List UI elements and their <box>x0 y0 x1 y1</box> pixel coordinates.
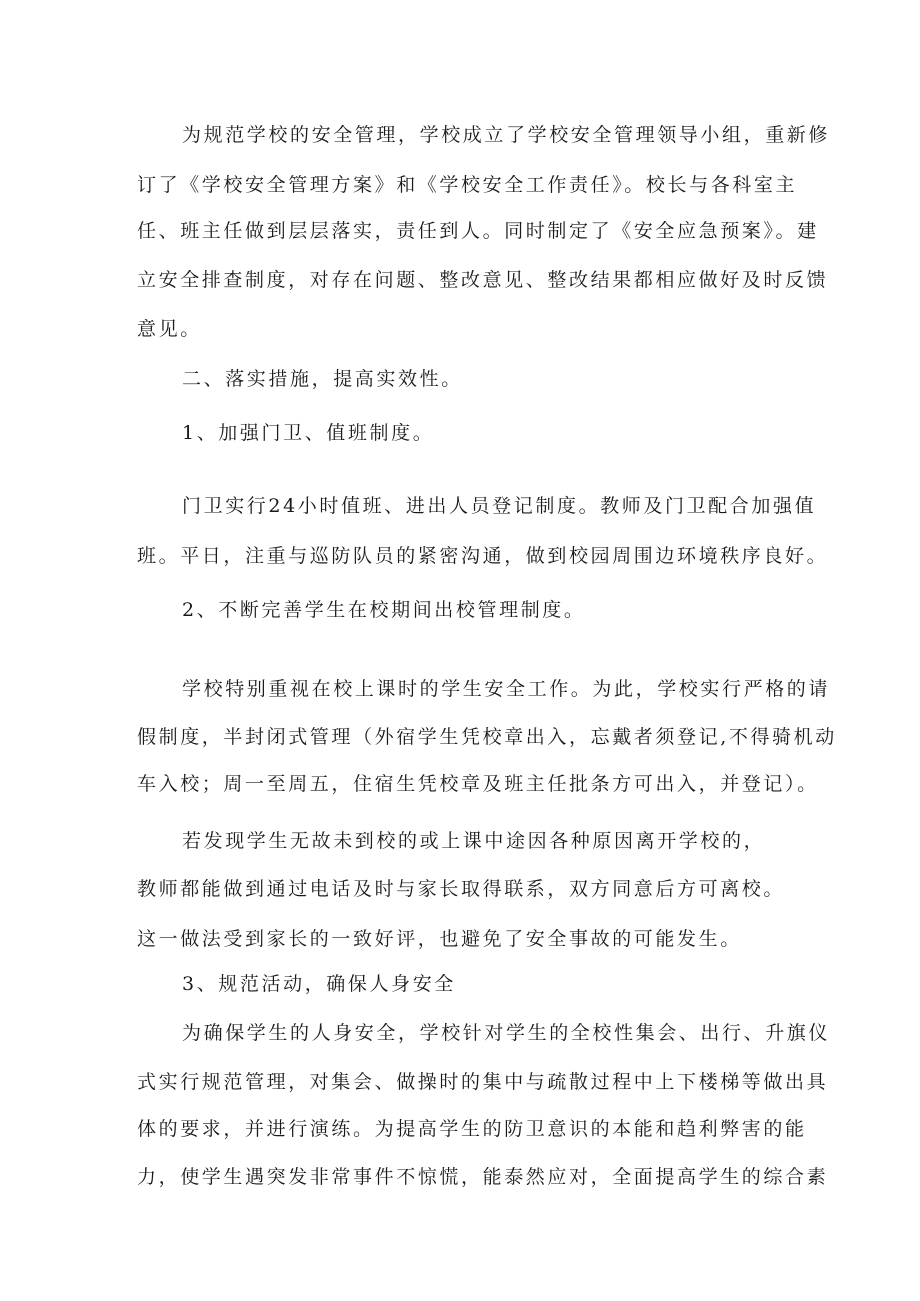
text-line: 体的要求，并进行演练。为提高学生的防卫意识的本能和趋利弊害的能 <box>137 1118 807 1140</box>
text-line: 教师都能做到通过电话及时与家长取得联系，双方同意后方可离校。 <box>137 878 786 900</box>
text-line: 意见。 <box>137 318 202 340</box>
text-line: 为规范学校的安全管理，学校成立了学校安全管理领导小组，重新修 <box>182 124 831 146</box>
text-line: 任、班主任做到层层落实，责任到人。同时制定了《安全应急预案》。建 <box>137 220 819 242</box>
text-line: 式实行规范管理，对集会、做操时的集中与疏散过程中上下楼梯等做出具 <box>137 1071 829 1093</box>
section-heading: 二、落实措施，提高实效性。 <box>182 368 463 390</box>
text-line: 假制度，半封闭式管理（外宿学生凭校章出入，忘戴者须登记,不得骑机动 <box>137 726 837 748</box>
text-line: 车入校；周一至周五，住宿生凭校章及班主任批条方可出入，并登记）。 <box>137 773 819 795</box>
subsection-heading: 1、加强门卫、值班制度。 <box>182 422 435 444</box>
text-line: 力，使学生遇突发非常事件不惊慌，能泰然应对，全面提高学生的综合素 <box>137 1166 829 1188</box>
text-line: 学校特别重视在校上课时的学生安全工作。为此，学校实行严格的请 <box>182 678 831 700</box>
subsection-heading: 2、不断完善学生在校期间出校管理制度。 <box>182 599 586 621</box>
text-line: 这一做法受到家长的一致好评，也避免了安全事故的可能发生。 <box>137 928 742 950</box>
subsection-heading: 3、规范活动，确保人身安全 <box>182 973 456 995</box>
text-line: 门卫实行24小时值班、进出人员登记制度。教师及门卫配合加强值 <box>182 495 817 517</box>
text-line: 订了《学校安全管理方案》和《学校安全工作责任》。校长与各科室主 <box>137 174 798 196</box>
text-line: 若发现学生无故未到校的或上课中途因各种原因离开学校的， <box>182 830 766 852</box>
text-line: 为确保学生的人身安全，学校针对学生的全校性集会、出行、升旗仪 <box>182 1022 831 1044</box>
text-line: 立安全排查制度，对存在问题、整改意见、整改结果都相应做好及时反馈 <box>137 269 829 291</box>
text-line: 班。平日，注重与巡防队员的紧密沟通，做到校园周围边环境秩序良好。 <box>137 545 829 567</box>
